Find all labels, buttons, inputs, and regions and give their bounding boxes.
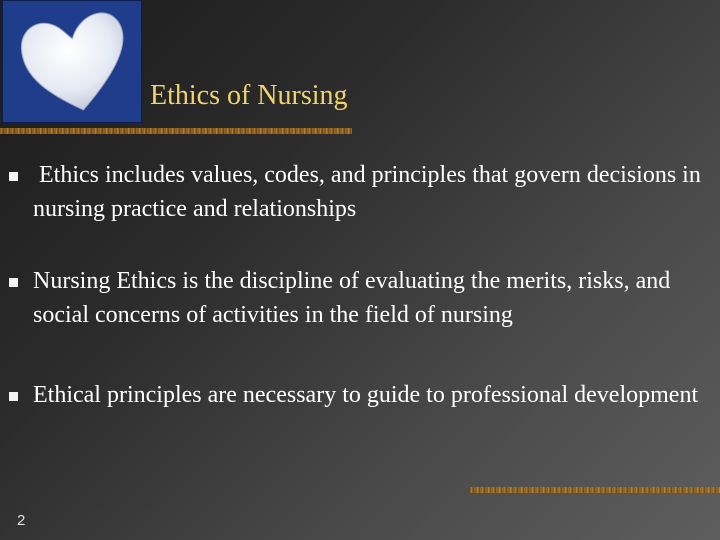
page-number: 2: [17, 512, 26, 529]
bullet-text: Nursing Ethics is the discipline of evaluating the merits, risks, and social concerns of activities in the field of nursing: [33, 268, 671, 328]
heart-icon: [3, 1, 142, 123]
slide-title: Ethics of Nursing: [150, 80, 348, 111]
logo-box: [2, 0, 142, 123]
bullet-text: Ethical principles are necessary to guide to professional development: [33, 382, 699, 408]
bullet-text: Ethics includes values, codes, and principles that govern decisions in nursing practice and relationships: [33, 162, 707, 222]
footer-divider: [470, 487, 720, 493]
bullet-square-icon: [9, 278, 18, 287]
bullet-square-icon: [9, 172, 18, 181]
title-divider: [0, 128, 352, 134]
bullet-square-icon: [9, 392, 18, 401]
